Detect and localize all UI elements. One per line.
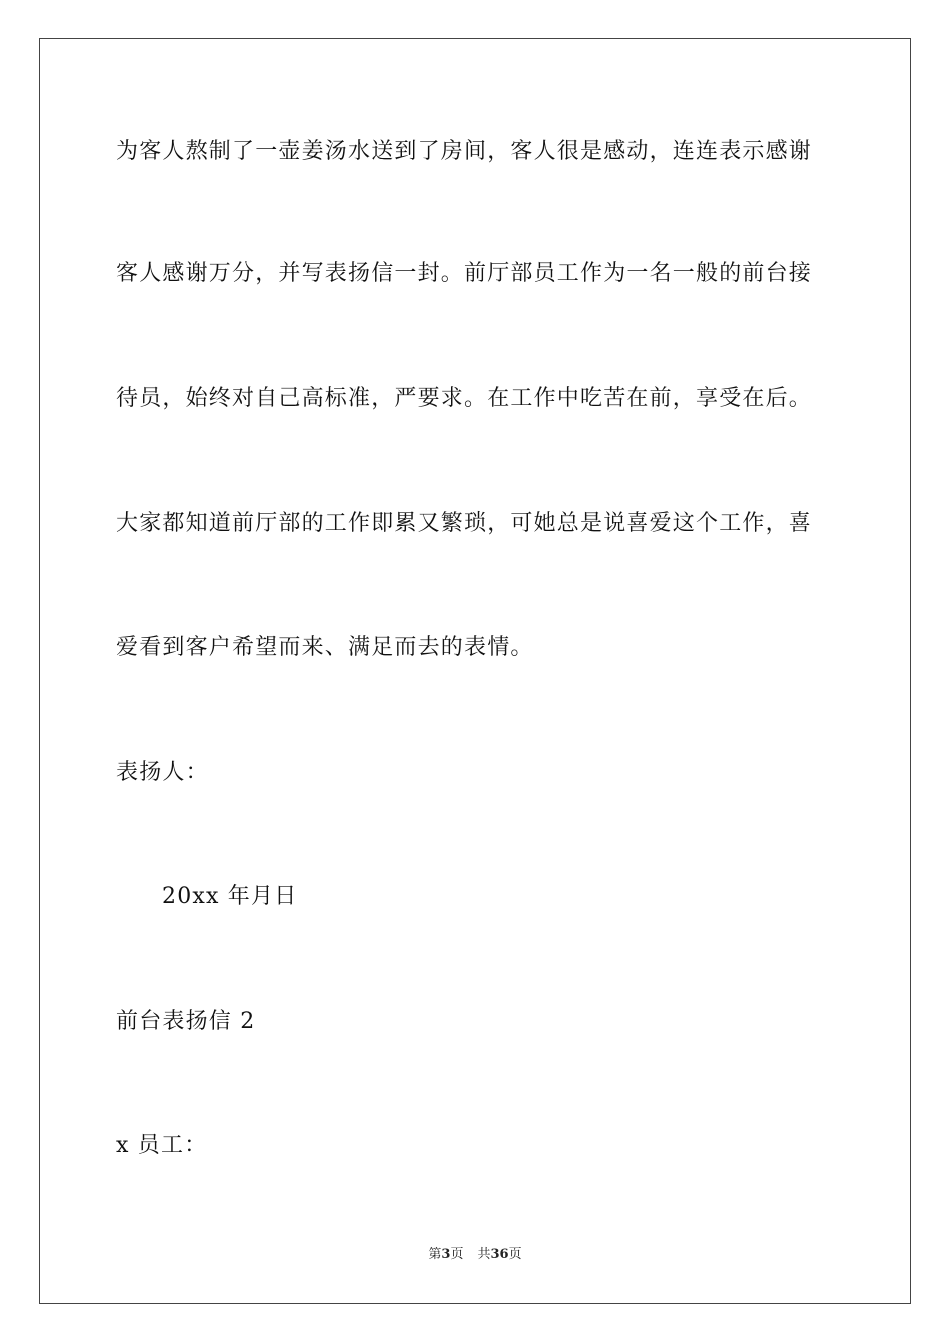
body-text-line: 为客人熬制了一壶姜汤水送到了房间，客人很是感动，连连表示感谢 (116, 139, 813, 164)
body-text-line: 爱看到客户希望而来、满足而去的表情。 (116, 635, 534, 660)
body-text-line: 待员，始终对自己高标准，严要求。在工作中吃苦在前，享受在后。 (116, 386, 813, 411)
body-text-line: 客人感谢万分，并写表扬信一封。前厅部员工作为一名一般的前台接 (116, 261, 813, 286)
signature-label: 表扬人： (116, 760, 209, 785)
footer-total-prefix: 共 (477, 1247, 491, 1262)
salutation-line: x 员工： (116, 1133, 208, 1158)
footer-page-number: 3 (441, 1247, 451, 1262)
footer-page-suffix: 页 (450, 1247, 464, 1262)
footer-total-suffix: 页 (508, 1247, 522, 1262)
date-line: 20xx 年月日 (162, 884, 298, 909)
footer-page-prefix: 第 (428, 1247, 442, 1262)
page-border (39, 38, 911, 1304)
body-text-line: 大家都知道前厅部的工作即累又繁琐，可她总是说喜爱这个工作，喜 (116, 511, 813, 536)
page-footer (0, 1246, 950, 1264)
footer-total-pages: 36 (490, 1247, 509, 1262)
section-heading: 前台表扬信 2 (116, 1009, 256, 1034)
